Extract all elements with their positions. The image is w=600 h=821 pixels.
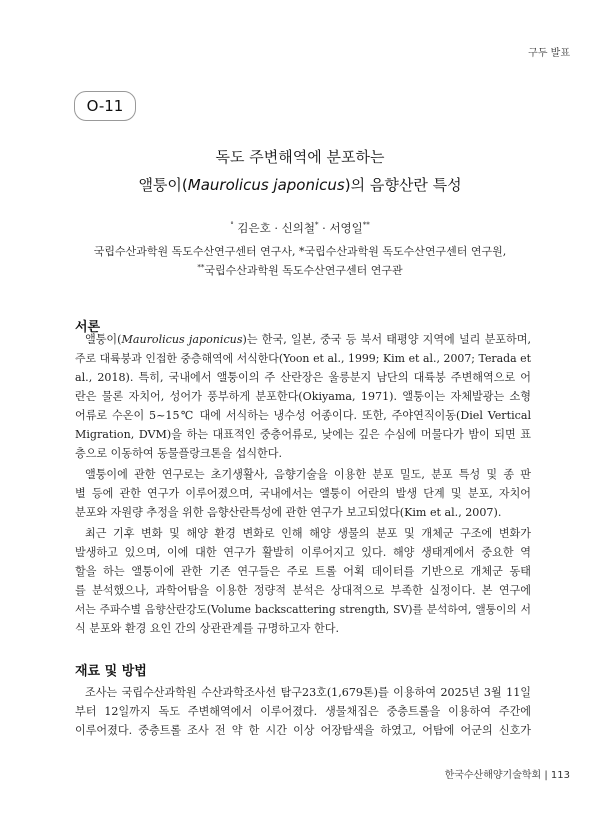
author-separator: · xyxy=(270,221,282,235)
affiliation-marker: * xyxy=(314,221,319,230)
body-text: )는 한국, 일본, 중국 등 북서 태평양 지역에 널리 분포하며, xyxy=(242,333,531,346)
body-line: 식 분포와 환경 요인 간의 상관관계를 규명하고자 한다. xyxy=(75,622,339,635)
body-line: 를 분석했으나, 과학어탐을 이용한 정량적 분석은 상대적으로 부족한 실정이다. 본 연구에 xyxy=(75,584,531,597)
species-italic: Maurolicus japonicus xyxy=(121,333,243,346)
author-name: 신의철 xyxy=(281,221,315,235)
body-text: 앨퉁이( xyxy=(85,333,122,346)
paper-code: O-11 xyxy=(86,97,124,115)
body-line: 앨퉁이에 관한 연구로는 초기생활사, 음향기술을 이용한 분포 밀도, 분포 특성 및 종 판 xyxy=(85,468,531,481)
title-pre: 앨퉁이( xyxy=(138,176,188,194)
title-post: )의 음향산란 특성 xyxy=(344,176,462,194)
author-separator: · xyxy=(318,221,330,235)
body-line: 최근 기후 변화 및 해양 환경 변화로 인해 해양 생물의 분포 및 개체군 구조에 변화가 xyxy=(85,527,531,540)
body-line xyxy=(75,333,531,347)
body-line: 층으로 이동하여 동물플랑크톤을 섭식한다. xyxy=(75,447,283,460)
title-species-italic: Maurolicus japonicus xyxy=(187,176,345,194)
body-line: 주로 대륙붕과 인접한 중층해역에 서식한다(Yoon et al., 1999; Kim et al., 2007; Terada et xyxy=(75,352,531,365)
body-line: 할을 하는 앨퉁이에 관한 기존 연구들은 주로 트롤 어획 데이터를 기반으로 개체군 동태 xyxy=(75,565,531,578)
body-line: 이루어졌다. 중층트롤 조사 전 약 한 시간 이상 어장탐색을 하였고, 어탐에 어군의 신호가 xyxy=(75,724,531,737)
body-line: 발생하고 있으며, 이에 대한 연구가 활발히 이루어지고 있다. 해양 생태계에서 중요한 역 xyxy=(75,546,531,559)
affiliation-line xyxy=(0,262,600,278)
author-name: 김은호 xyxy=(233,221,271,235)
title-line-1: 독도 주변해역에 분포하는 xyxy=(215,148,385,166)
body-line: 란은 물론 자치어, 성어가 풍부하게 분포한다(Okiyama, 1971). 앨퉁이는 자체발광는 소형 xyxy=(75,390,531,403)
presenter-marker: ° xyxy=(230,221,234,230)
running-head: 구두 발표 xyxy=(528,48,570,59)
body-line: 조사는 국립수산과학원 수산과학조사선 탐구23호(1,679톤)를 이용하여 2025년 3월 11일 xyxy=(85,686,531,699)
body-line: Migration, DVM)을 하는 대표적인 중층어류로, 낮에는 깊은 수심에 머물다가 밤이 되면 표 xyxy=(75,428,531,441)
body-line: 별 등에 관한 연구가 이루어졌으며, 국내에서는 앨퉁이 어란의 발생 단계 및 분포, 자치어 xyxy=(75,487,531,500)
body-line: 서는 주파수별 음향산란강도(Volume backscattering strength, SV)를 분석하여, 앨퉁이의 서 xyxy=(75,603,531,616)
affiliation-line: 국립수산과학원 독도수산연구센터 연구사, *국립수산과학원 독도수산연구센터 연구원, xyxy=(93,245,507,258)
body-line: 부터 12일까지 독도 주변해역에서 이루어졌다. 생물채집은 중층트롤을 이용하여 주간에 xyxy=(75,705,531,718)
body-line: al., 2018). 특히, 국내에서 앨퉁이의 주 산란장은 울릉분지 남단의 대륙붕 주변해역으로 어 xyxy=(75,371,531,384)
author-list xyxy=(0,220,600,236)
paper-code-badge xyxy=(74,91,136,121)
affiliation-text: 국립수산과학원 독도수산연구센터 연구관 xyxy=(204,264,403,277)
affiliation-marker: ** xyxy=(197,263,205,272)
affiliation-marker: ** xyxy=(362,221,370,230)
body-line: 분포와 자원량 추정을 위한 음향산란특성에 관한 연구가 보고되었다(Kim et al., 2007). xyxy=(75,506,502,519)
section-heading-intro: 서론 xyxy=(75,320,101,335)
section-heading-methods: 재료 및 방법 xyxy=(75,664,147,679)
body-line: 어류로 수온이 5~15℃ 대에 서식하는 냉수성 어종이다. 또한, 주야연직이동(Diel Vertical xyxy=(75,409,531,422)
page-footer: 한국수산해양기술학회 | 113 xyxy=(444,770,570,781)
title-line-2 xyxy=(0,174,600,195)
author-name: 서영일 xyxy=(329,221,363,235)
